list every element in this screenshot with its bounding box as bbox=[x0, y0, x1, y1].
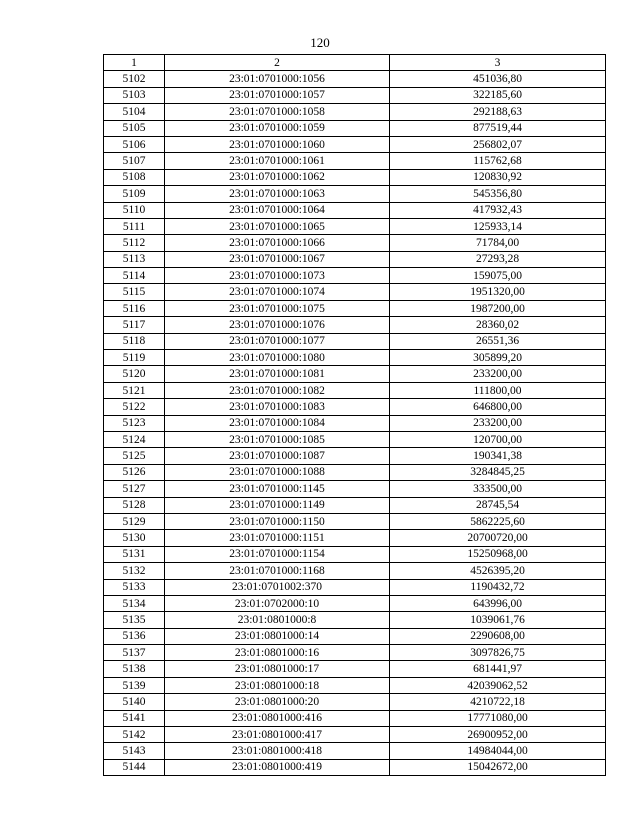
row-number-cell: 5119 bbox=[104, 350, 165, 366]
value-cell: 1039061,76 bbox=[390, 612, 606, 628]
table-body bbox=[104, 71, 606, 776]
row-number-cell: 5105 bbox=[104, 120, 165, 136]
cadastral-number-cell: 23:01:0702000:10 bbox=[165, 595, 390, 611]
table-row bbox=[104, 661, 606, 677]
page-number: 120 bbox=[310, 35, 330, 50]
value-cell: 28360,02 bbox=[390, 317, 606, 333]
cadastral-number-cell: 23:01:0701000:1154 bbox=[165, 546, 390, 562]
cadastral-number-cell: 23:01:0701000:1082 bbox=[165, 382, 390, 398]
value-cell: 159075,00 bbox=[390, 268, 606, 284]
table-row bbox=[104, 268, 606, 284]
value-cell: 643996,00 bbox=[390, 595, 606, 611]
value-cell: 256802,07 bbox=[390, 136, 606, 152]
table-row bbox=[104, 218, 606, 234]
table-row bbox=[104, 71, 606, 87]
table-row bbox=[104, 579, 606, 595]
row-number-cell: 5133 bbox=[104, 579, 165, 595]
value-cell: 17771080,00 bbox=[390, 710, 606, 726]
table-row bbox=[104, 595, 606, 611]
value-cell: 451036,80 bbox=[390, 71, 606, 87]
row-number-cell: 5124 bbox=[104, 431, 165, 447]
cadastral-number-cell: 23:01:0701000:1057 bbox=[165, 87, 390, 103]
row-number-cell: 5135 bbox=[104, 612, 165, 628]
value-cell: 681441,97 bbox=[390, 661, 606, 677]
cadastral-number-cell: 23:01:0801000:418 bbox=[165, 743, 390, 759]
cadastral-number-cell: 23:01:0801000:16 bbox=[165, 645, 390, 661]
table-row bbox=[104, 645, 606, 661]
value-cell: 15042672,00 bbox=[390, 759, 606, 775]
cadastral-number-cell: 23:01:0701000:1059 bbox=[165, 120, 390, 136]
cadastral-number-cell: 23:01:0701000:1075 bbox=[165, 300, 390, 316]
row-number-cell: 5109 bbox=[104, 186, 165, 202]
value-cell: 233200,00 bbox=[390, 366, 606, 382]
table-row bbox=[104, 431, 606, 447]
value-cell: 120830,92 bbox=[390, 169, 606, 185]
value-cell: 545356,80 bbox=[390, 186, 606, 202]
cadastral-number-cell: 23:01:0701000:1074 bbox=[165, 284, 390, 300]
table-row bbox=[104, 300, 606, 316]
value-cell: 4526395,20 bbox=[390, 563, 606, 579]
value-cell: 5862225,60 bbox=[390, 513, 606, 529]
table-row bbox=[104, 530, 606, 546]
value-cell: 28745,54 bbox=[390, 497, 606, 513]
column-header-3: 3 bbox=[390, 55, 606, 71]
row-number-cell: 5130 bbox=[104, 530, 165, 546]
cadastral-number-cell: 23:01:0701000:1062 bbox=[165, 169, 390, 185]
table-row bbox=[104, 120, 606, 136]
value-cell: 71784,00 bbox=[390, 235, 606, 251]
row-number-cell: 5113 bbox=[104, 251, 165, 267]
table-row bbox=[104, 202, 606, 218]
value-cell: 3097826,75 bbox=[390, 645, 606, 661]
table-row bbox=[104, 382, 606, 398]
cadastral-number-cell: 23:01:0801000:8 bbox=[165, 612, 390, 628]
value-cell: 26551,36 bbox=[390, 333, 606, 349]
cadastral-number-cell: 23:01:0801000:17 bbox=[165, 661, 390, 677]
table-row bbox=[104, 694, 606, 710]
row-number-cell: 5131 bbox=[104, 546, 165, 562]
row-number-cell: 5116 bbox=[104, 300, 165, 316]
cadastral-number-cell: 23:01:0701000:1076 bbox=[165, 317, 390, 333]
table-row bbox=[104, 628, 606, 644]
cadastral-number-cell: 23:01:0701000:1151 bbox=[165, 530, 390, 546]
value-cell: 115762,68 bbox=[390, 153, 606, 169]
row-number-cell: 5141 bbox=[104, 710, 165, 726]
value-cell: 3284845,25 bbox=[390, 464, 606, 480]
value-cell: 1951320,00 bbox=[390, 284, 606, 300]
cadastral-number-cell: 23:01:0701000:1077 bbox=[165, 333, 390, 349]
row-number-cell: 5128 bbox=[104, 497, 165, 513]
cadastral-number-cell: 23:01:0801000:18 bbox=[165, 677, 390, 693]
row-number-cell: 5139 bbox=[104, 677, 165, 693]
value-cell: 292188,63 bbox=[390, 104, 606, 120]
row-number-cell: 5136 bbox=[104, 628, 165, 644]
row-number-cell: 5114 bbox=[104, 268, 165, 284]
value-cell: 877519,44 bbox=[390, 120, 606, 136]
value-cell: 26900952,00 bbox=[390, 727, 606, 743]
column-header-2: 2 bbox=[165, 55, 390, 71]
table-row bbox=[104, 563, 606, 579]
table-row bbox=[104, 186, 606, 202]
table-row bbox=[104, 284, 606, 300]
cadastral-number-cell: 23:01:0701000:1083 bbox=[165, 399, 390, 415]
row-number-cell: 5137 bbox=[104, 645, 165, 661]
cadastral-number-cell: 23:01:0701000:1145 bbox=[165, 481, 390, 497]
table-row bbox=[104, 546, 606, 562]
table-header bbox=[104, 55, 606, 71]
value-cell: 15250968,00 bbox=[390, 546, 606, 562]
row-number-cell: 5107 bbox=[104, 153, 165, 169]
value-cell: 1987200,00 bbox=[390, 300, 606, 316]
cadastral-number-cell: 23:01:0701000:1066 bbox=[165, 235, 390, 251]
table-row bbox=[104, 153, 606, 169]
table-row bbox=[104, 743, 606, 759]
table-row bbox=[104, 104, 606, 120]
table-row bbox=[104, 317, 606, 333]
row-number-cell: 5108 bbox=[104, 169, 165, 185]
table-row bbox=[104, 727, 606, 743]
table-row bbox=[104, 677, 606, 693]
table-row bbox=[104, 235, 606, 251]
table-row bbox=[104, 333, 606, 349]
cadastral-number-cell: 23:01:0801000:20 bbox=[165, 694, 390, 710]
row-number-cell: 5144 bbox=[104, 759, 165, 775]
row-number-cell: 5120 bbox=[104, 366, 165, 382]
cadastral-number-cell: 23:01:0701000:1081 bbox=[165, 366, 390, 382]
cadastral-number-cell: 23:01:0801000:417 bbox=[165, 727, 390, 743]
cadastral-value-table bbox=[103, 54, 606, 776]
cadastral-number-cell: 23:01:0701000:1168 bbox=[165, 563, 390, 579]
cadastral-number-cell: 23:01:0701000:1085 bbox=[165, 431, 390, 447]
value-cell: 111800,00 bbox=[390, 382, 606, 398]
cadastral-number-cell: 23:01:0701000:1087 bbox=[165, 448, 390, 464]
value-cell: 322185,60 bbox=[390, 87, 606, 103]
value-cell: 333500,00 bbox=[390, 481, 606, 497]
row-number-cell: 5121 bbox=[104, 382, 165, 398]
table-row bbox=[104, 415, 606, 431]
value-cell: 27293,28 bbox=[390, 251, 606, 267]
column-header-1: 1 bbox=[104, 55, 165, 71]
table-row bbox=[104, 497, 606, 513]
cadastral-number-cell: 23:01:0701000:1060 bbox=[165, 136, 390, 152]
cadastral-number-cell: 23:01:0701000:1150 bbox=[165, 513, 390, 529]
cadastral-number-cell: 23:01:0701000:1084 bbox=[165, 415, 390, 431]
value-cell: 14984044,00 bbox=[390, 743, 606, 759]
value-cell: 20700720,00 bbox=[390, 530, 606, 546]
row-number-cell: 5103 bbox=[104, 87, 165, 103]
value-cell: 190341,38 bbox=[390, 448, 606, 464]
value-cell: 2290608,00 bbox=[390, 628, 606, 644]
cadastral-number-cell: 23:01:0801000:419 bbox=[165, 759, 390, 775]
row-number-cell: 5123 bbox=[104, 415, 165, 431]
row-number-cell: 5126 bbox=[104, 464, 165, 480]
table-row bbox=[104, 481, 606, 497]
row-number-cell: 5106 bbox=[104, 136, 165, 152]
row-number-cell: 5110 bbox=[104, 202, 165, 218]
table-row bbox=[104, 612, 606, 628]
value-cell: 305899,20 bbox=[390, 350, 606, 366]
row-number-cell: 5104 bbox=[104, 104, 165, 120]
value-cell: 4210722,18 bbox=[390, 694, 606, 710]
table-row bbox=[104, 136, 606, 152]
table-header-row bbox=[104, 55, 606, 71]
row-number-cell: 5140 bbox=[104, 694, 165, 710]
row-number-cell: 5111 bbox=[104, 218, 165, 234]
row-number-cell: 5127 bbox=[104, 481, 165, 497]
row-number-cell: 5115 bbox=[104, 284, 165, 300]
row-number-cell: 5125 bbox=[104, 448, 165, 464]
table-row bbox=[104, 710, 606, 726]
row-number-cell: 5122 bbox=[104, 399, 165, 415]
cadastral-number-cell: 23:01:0701002:370 bbox=[165, 579, 390, 595]
row-number-cell: 5132 bbox=[104, 563, 165, 579]
cadastral-number-cell: 23:01:0701000:1073 bbox=[165, 268, 390, 284]
table-row bbox=[104, 399, 606, 415]
cadastral-number-cell: 23:01:0701000:1067 bbox=[165, 251, 390, 267]
cadastral-number-cell: 23:01:0701000:1065 bbox=[165, 218, 390, 234]
table-row bbox=[104, 87, 606, 103]
cadastral-number-cell: 23:01:0801000:14 bbox=[165, 628, 390, 644]
row-number-cell: 5129 bbox=[104, 513, 165, 529]
row-number-cell: 5142 bbox=[104, 727, 165, 743]
cadastral-number-cell: 23:01:0701000:1064 bbox=[165, 202, 390, 218]
cadastral-number-cell: 23:01:0701000:1088 bbox=[165, 464, 390, 480]
table-row bbox=[104, 251, 606, 267]
row-number-cell: 5102 bbox=[104, 71, 165, 87]
cadastral-number-cell: 23:01:0701000:1149 bbox=[165, 497, 390, 513]
cadastral-number-cell: 23:01:0701000:1056 bbox=[165, 71, 390, 87]
cadastral-number-cell: 23:01:0801000:416 bbox=[165, 710, 390, 726]
cadastral-number-cell: 23:01:0701000:1063 bbox=[165, 186, 390, 202]
value-cell: 417932,43 bbox=[390, 202, 606, 218]
value-cell: 1190432,72 bbox=[390, 579, 606, 595]
cadastral-number-cell: 23:01:0701000:1058 bbox=[165, 104, 390, 120]
value-cell: 120700,00 bbox=[390, 431, 606, 447]
table-row bbox=[104, 169, 606, 185]
row-number-cell: 5112 bbox=[104, 235, 165, 251]
table-row bbox=[104, 448, 606, 464]
cadastral-number-cell: 23:01:0701000:1080 bbox=[165, 350, 390, 366]
row-number-cell: 5117 bbox=[104, 317, 165, 333]
value-cell: 646800,00 bbox=[390, 399, 606, 415]
table-row bbox=[104, 759, 606, 775]
cadastral-number-cell: 23:01:0701000:1061 bbox=[165, 153, 390, 169]
row-number-cell: 5134 bbox=[104, 595, 165, 611]
value-cell: 233200,00 bbox=[390, 415, 606, 431]
value-cell: 42039062,52 bbox=[390, 677, 606, 693]
table-row bbox=[104, 350, 606, 366]
table-row bbox=[104, 366, 606, 382]
row-number-cell: 5138 bbox=[104, 661, 165, 677]
row-number-cell: 5118 bbox=[104, 333, 165, 349]
value-cell: 125933,14 bbox=[390, 218, 606, 234]
table-row bbox=[104, 513, 606, 529]
row-number-cell: 5143 bbox=[104, 743, 165, 759]
table-row bbox=[104, 464, 606, 480]
